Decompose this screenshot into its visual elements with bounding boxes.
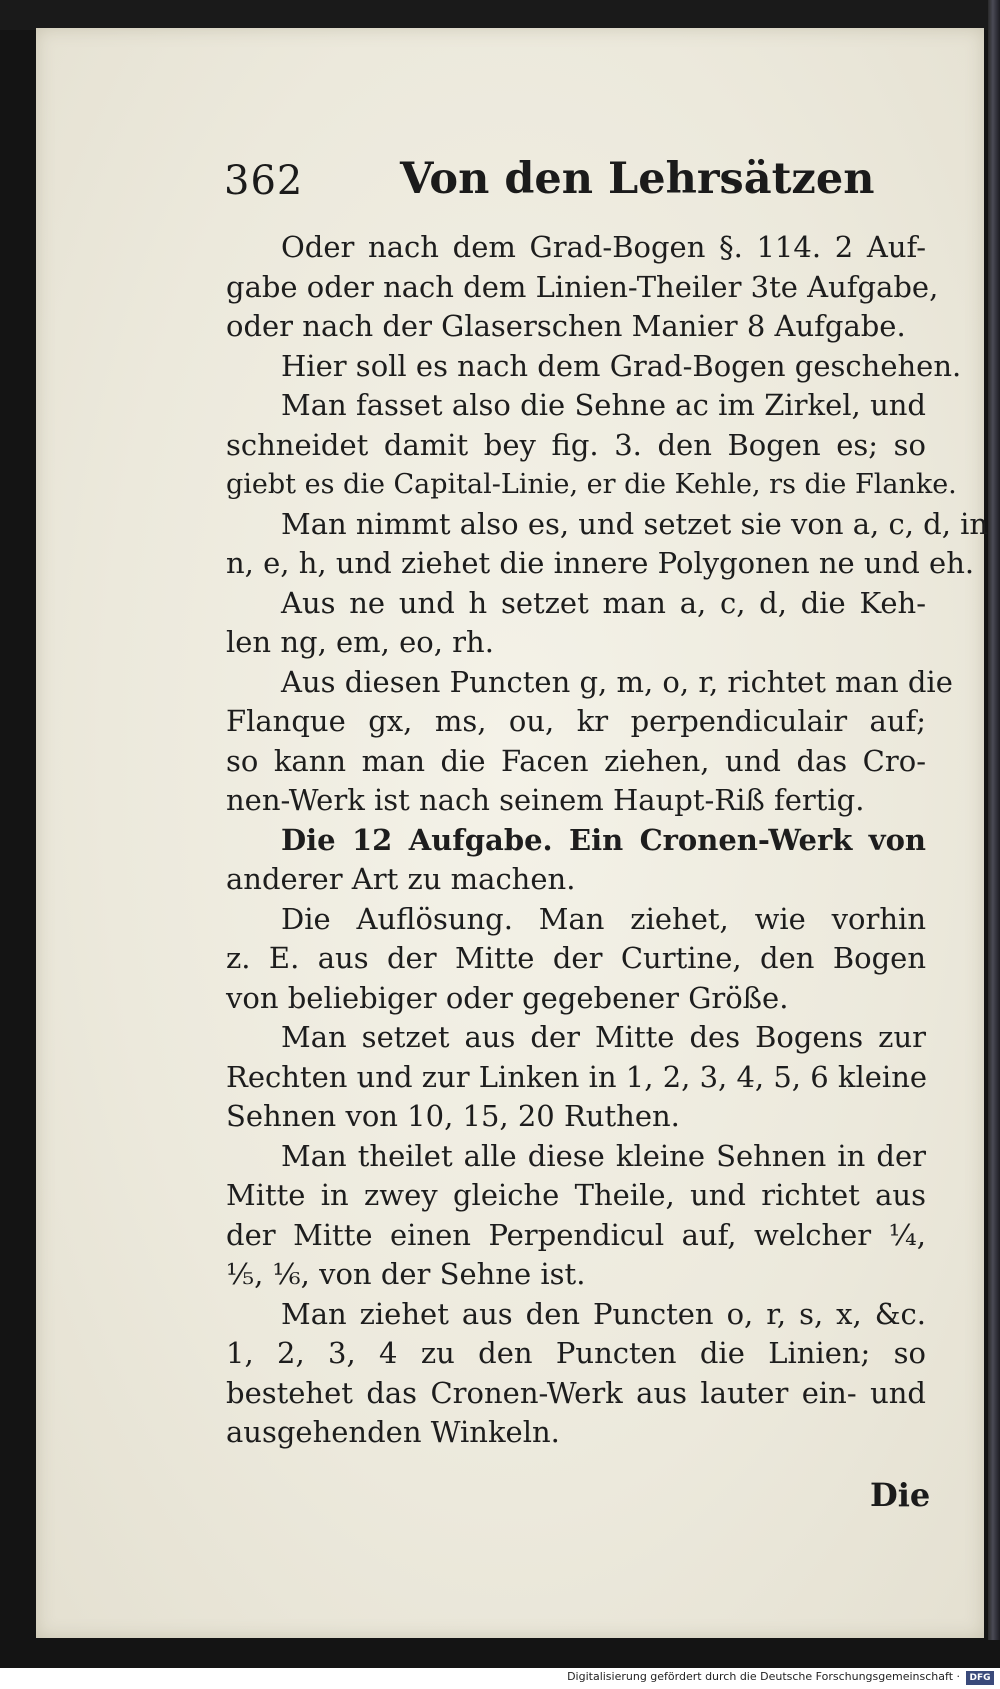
text-line: Aus ne und h setzet man a, c, d, die Keh- (281, 585, 926, 620)
text-line: Man setzet aus der Mitte des Bogens zur (281, 1020, 926, 1054)
text-line: z. E. aus der Mitte der Curtine, den Bogen (226, 941, 926, 975)
text-line: Man fasset also die Sehne ac im Zirkel, und (281, 388, 926, 422)
text-line: von beliebiger oder gegebener Größe. (226, 980, 789, 1015)
text-line: Mitte in zwey gleiche Theile, und richtet aus (226, 1178, 926, 1212)
catchword: Die (870, 1476, 931, 1514)
text-line: Man ziehet aus den Puncten o, r, s, x, &c. (281, 1296, 926, 1331)
text-line: der Mitte einen Perpendicul auf, welcher ¼, (226, 1217, 926, 1252)
text-line: Rechten und zur Linken in 1, 2, 3, 4, 5, 6 kleine (226, 1059, 928, 1094)
text-line: Aus diesen Puncten g, m, o, r, richtet man die (281, 664, 953, 699)
text-line: n, e, h, und ziehet die innere Polygonen ne und eh. (226, 546, 975, 580)
text-line: gabe oder nach dem Linien-Theiler 3te Aufgabe, (226, 269, 939, 304)
text-line: giebt es die Capital-Linie, er die Kehle, rs die Flanke. (226, 469, 957, 500)
text-line: Sehnen von 10, 15, 20 Ruthen. (226, 1099, 680, 1133)
text-line: oder nach der Glaserschen Manier 8 Aufgabe. (226, 309, 906, 343)
text-line: nen-Werk ist nach seinem Haupt-Riß fertig. (226, 783, 865, 817)
text-line: ⅕, ⅙, von der Sehne ist. (226, 1257, 586, 1291)
page-header (188, 154, 928, 218)
dfg-logo: DFG (966, 1671, 994, 1685)
text-line: so kann man die Facen ziehen, und das Cro- (226, 743, 926, 778)
text-line: Man nimmt also es, und setzet sie von a, c, d, in (281, 506, 989, 541)
text-line: schneidet damit bey fig. 3. den Bogen es; so (226, 427, 926, 462)
problem-heading: Die 12 Aufgabe. Ein Cronen-Werk von (281, 822, 926, 857)
text-line: anderer Art zu machen. (226, 862, 576, 896)
text-line: bestehet das Cronen-Werk aus lauter ein- und (226, 1375, 926, 1410)
text-line: Flanque gx, ms, ou, kr perpendiculair auf; (226, 704, 926, 738)
footer-bar (0, 1668, 1000, 1689)
funding-credit: Digitalisierung gefördert durch die Deutsche Forschungsgemeinschaft · (567, 1670, 960, 1683)
book-edge (988, 0, 1000, 1640)
text-line: Man theilet alle diese kleine Sehnen in der (281, 1138, 926, 1173)
text-line: 1, 2, 3, 4 zu den Puncten die Linien; so (226, 1336, 926, 1370)
running-title: Von den Lehrsätzen (400, 154, 875, 204)
page-number: 362 (224, 158, 304, 204)
text-line: Oder nach dem Grad-Bogen §. 114. 2 Auf- (281, 230, 926, 264)
text-line: ausgehenden Winkeln. (226, 1415, 560, 1449)
text-line: len ng, em, eo, rh. (226, 625, 494, 659)
scan-top-edge (0, 0, 1000, 30)
text-line: Hier soll es nach dem Grad-Bogen geschehen. (281, 348, 962, 383)
solution-heading: Die Auflösung. Man ziehet, wie vorhin (281, 901, 926, 936)
body-text (226, 228, 989, 1453)
